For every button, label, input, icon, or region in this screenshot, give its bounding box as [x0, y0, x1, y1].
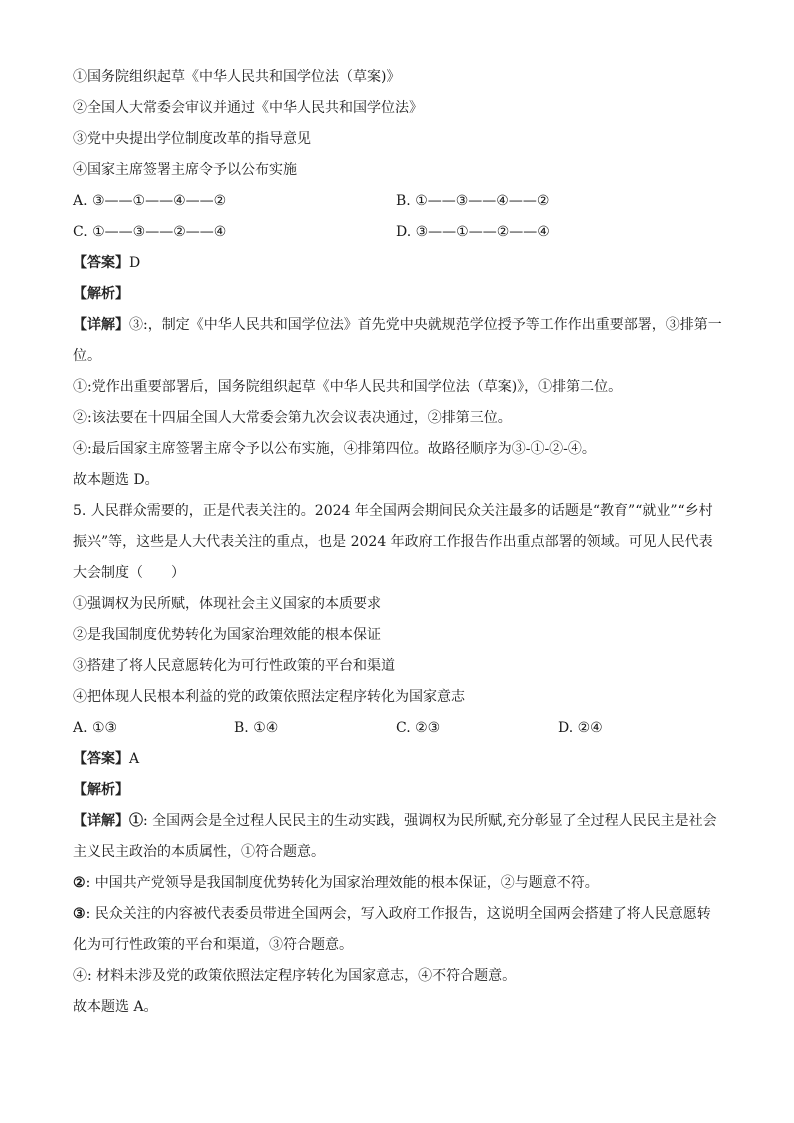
q4-detail-4: ④:最后国家主席签署主席令予以公布实施，④排第四位。故路径顺序为③-①-②-④。 [73, 441, 596, 457]
q4-detail-1 [73, 310, 723, 372]
q5-detail-2 [73, 868, 723, 899]
q4-conclusion: 故本题选 D。 [73, 472, 159, 488]
q4-item-1: ①国务院组织起草《中华人民共和国学位法（草案)》 [73, 69, 401, 85]
q4-detail-1-text: ③:，制定《中华人民共和国学位法》首先党中央就规范学位授予等工作作出重要部署，③排第一位。 [73, 317, 722, 364]
q5-item-4: ④把体现人民根本利益的党的政策依照法定程序转化为国家意志 [73, 689, 465, 705]
q5-detail-3-text: : 民众关注的内容被代表委员带进全国两会，写入政府工作报告，这说明全国两会搭建了将人民意愿转化为可行性政策的平台和渠道，③符合题意。 [73, 906, 711, 953]
q4-detail-3: ②:该法要在十四届全国人大常委会第九次会议表决通过，②排第三位。 [73, 410, 512, 426]
q5-answer [73, 744, 723, 775]
q5-option-c: C. ②③ [396, 720, 441, 736]
q4-item-2: ②全国人大常委会审议并通过《中华人民共和国学位法》 [73, 100, 423, 116]
q4-option-d: D. ③——①——②——④ [396, 224, 550, 240]
q4-option-a: A. ③——①——④——② [73, 193, 227, 209]
q5-detail-3-mark: ③ [73, 906, 86, 922]
q5-analysis-heading [73, 775, 723, 806]
q4-options-row-1 [73, 186, 723, 217]
answer-value: A [129, 751, 140, 767]
q5-detail-1 [73, 806, 723, 868]
q5-option-d: D. ②④ [558, 720, 603, 736]
q4-option-c: C. ①——③——②——④ [73, 224, 227, 240]
q4-item-4: ④国家主席签署主席令予以公布实施 [73, 162, 297, 178]
analysis-tag: 【解析】 [73, 782, 129, 798]
answer-value: D [129, 255, 141, 271]
q5-option-b: B. ①④ [234, 720, 279, 736]
q5-detail-1-text: : 全国两会是全过程人民民主的生动实践，强调权为民所赋,充分彰显了全过程人民民主是社会主义民主政治的本质属性，①符合题意。 [73, 813, 717, 860]
q4-analysis-heading [73, 279, 723, 310]
q4-item-3: ③党中央提出学位制度改革的指导意见 [73, 131, 311, 147]
detail-tag: 【详解】 [73, 317, 129, 333]
q5-detail-2-text: : 中国共产党领导是我国制度优势转化为国家治理效能的根本保证，②与题意不符。 [85, 875, 599, 891]
q5-detail-1-mark: ① [129, 813, 143, 829]
q5-item-1: ①强调权为民所赋，体现社会主义国家的本质要求 [73, 596, 381, 612]
q5-detail-2-mark: ② [73, 875, 86, 891]
q5-option-a: A. ①③ [73, 720, 118, 736]
q4-detail-2: ①:党作出重要部署后，国务院组织起草《中华人民共和国学位法（草案)》，①排第二位。 [73, 379, 623, 395]
answer-tag: 【答案】 [73, 255, 129, 271]
q5-stem: 5. 人民群众需要的，正是代表关注的。2024 年全国两会期间民众关注最多的话题是“教育”“就业”“乡村振兴”等，这些是人大代表关注的重点，也是 2024 年政府工作报告作出重点部署的领域。可见人民代表大会制度（ ） [73, 503, 713, 581]
q5-detail-4: ④: 材料未涉及党的政策依照法定程序转化为国家意志，④不符合题意。 [73, 968, 517, 984]
detail-tag: 【详解】 [73, 813, 129, 829]
q5-conclusion: 故本题选 A。 [73, 999, 158, 1015]
page-content [73, 62, 723, 1023]
q4-answer [73, 248, 723, 279]
analysis-tag: 【解析】 [73, 286, 129, 302]
q4-options-row-2 [73, 217, 723, 248]
q5-detail-3 [73, 899, 723, 961]
q5-item-3: ③搭建了将人民意愿转化为可行性政策的平台和渠道 [73, 658, 395, 674]
q4-option-b: B. ①——③——④——② [396, 193, 550, 209]
q5-options-row [73, 713, 723, 744]
answer-tag: 【答案】 [73, 751, 129, 767]
q5-item-2: ②是我国制度优势转化为国家治理效能的根本保证 [73, 627, 381, 643]
